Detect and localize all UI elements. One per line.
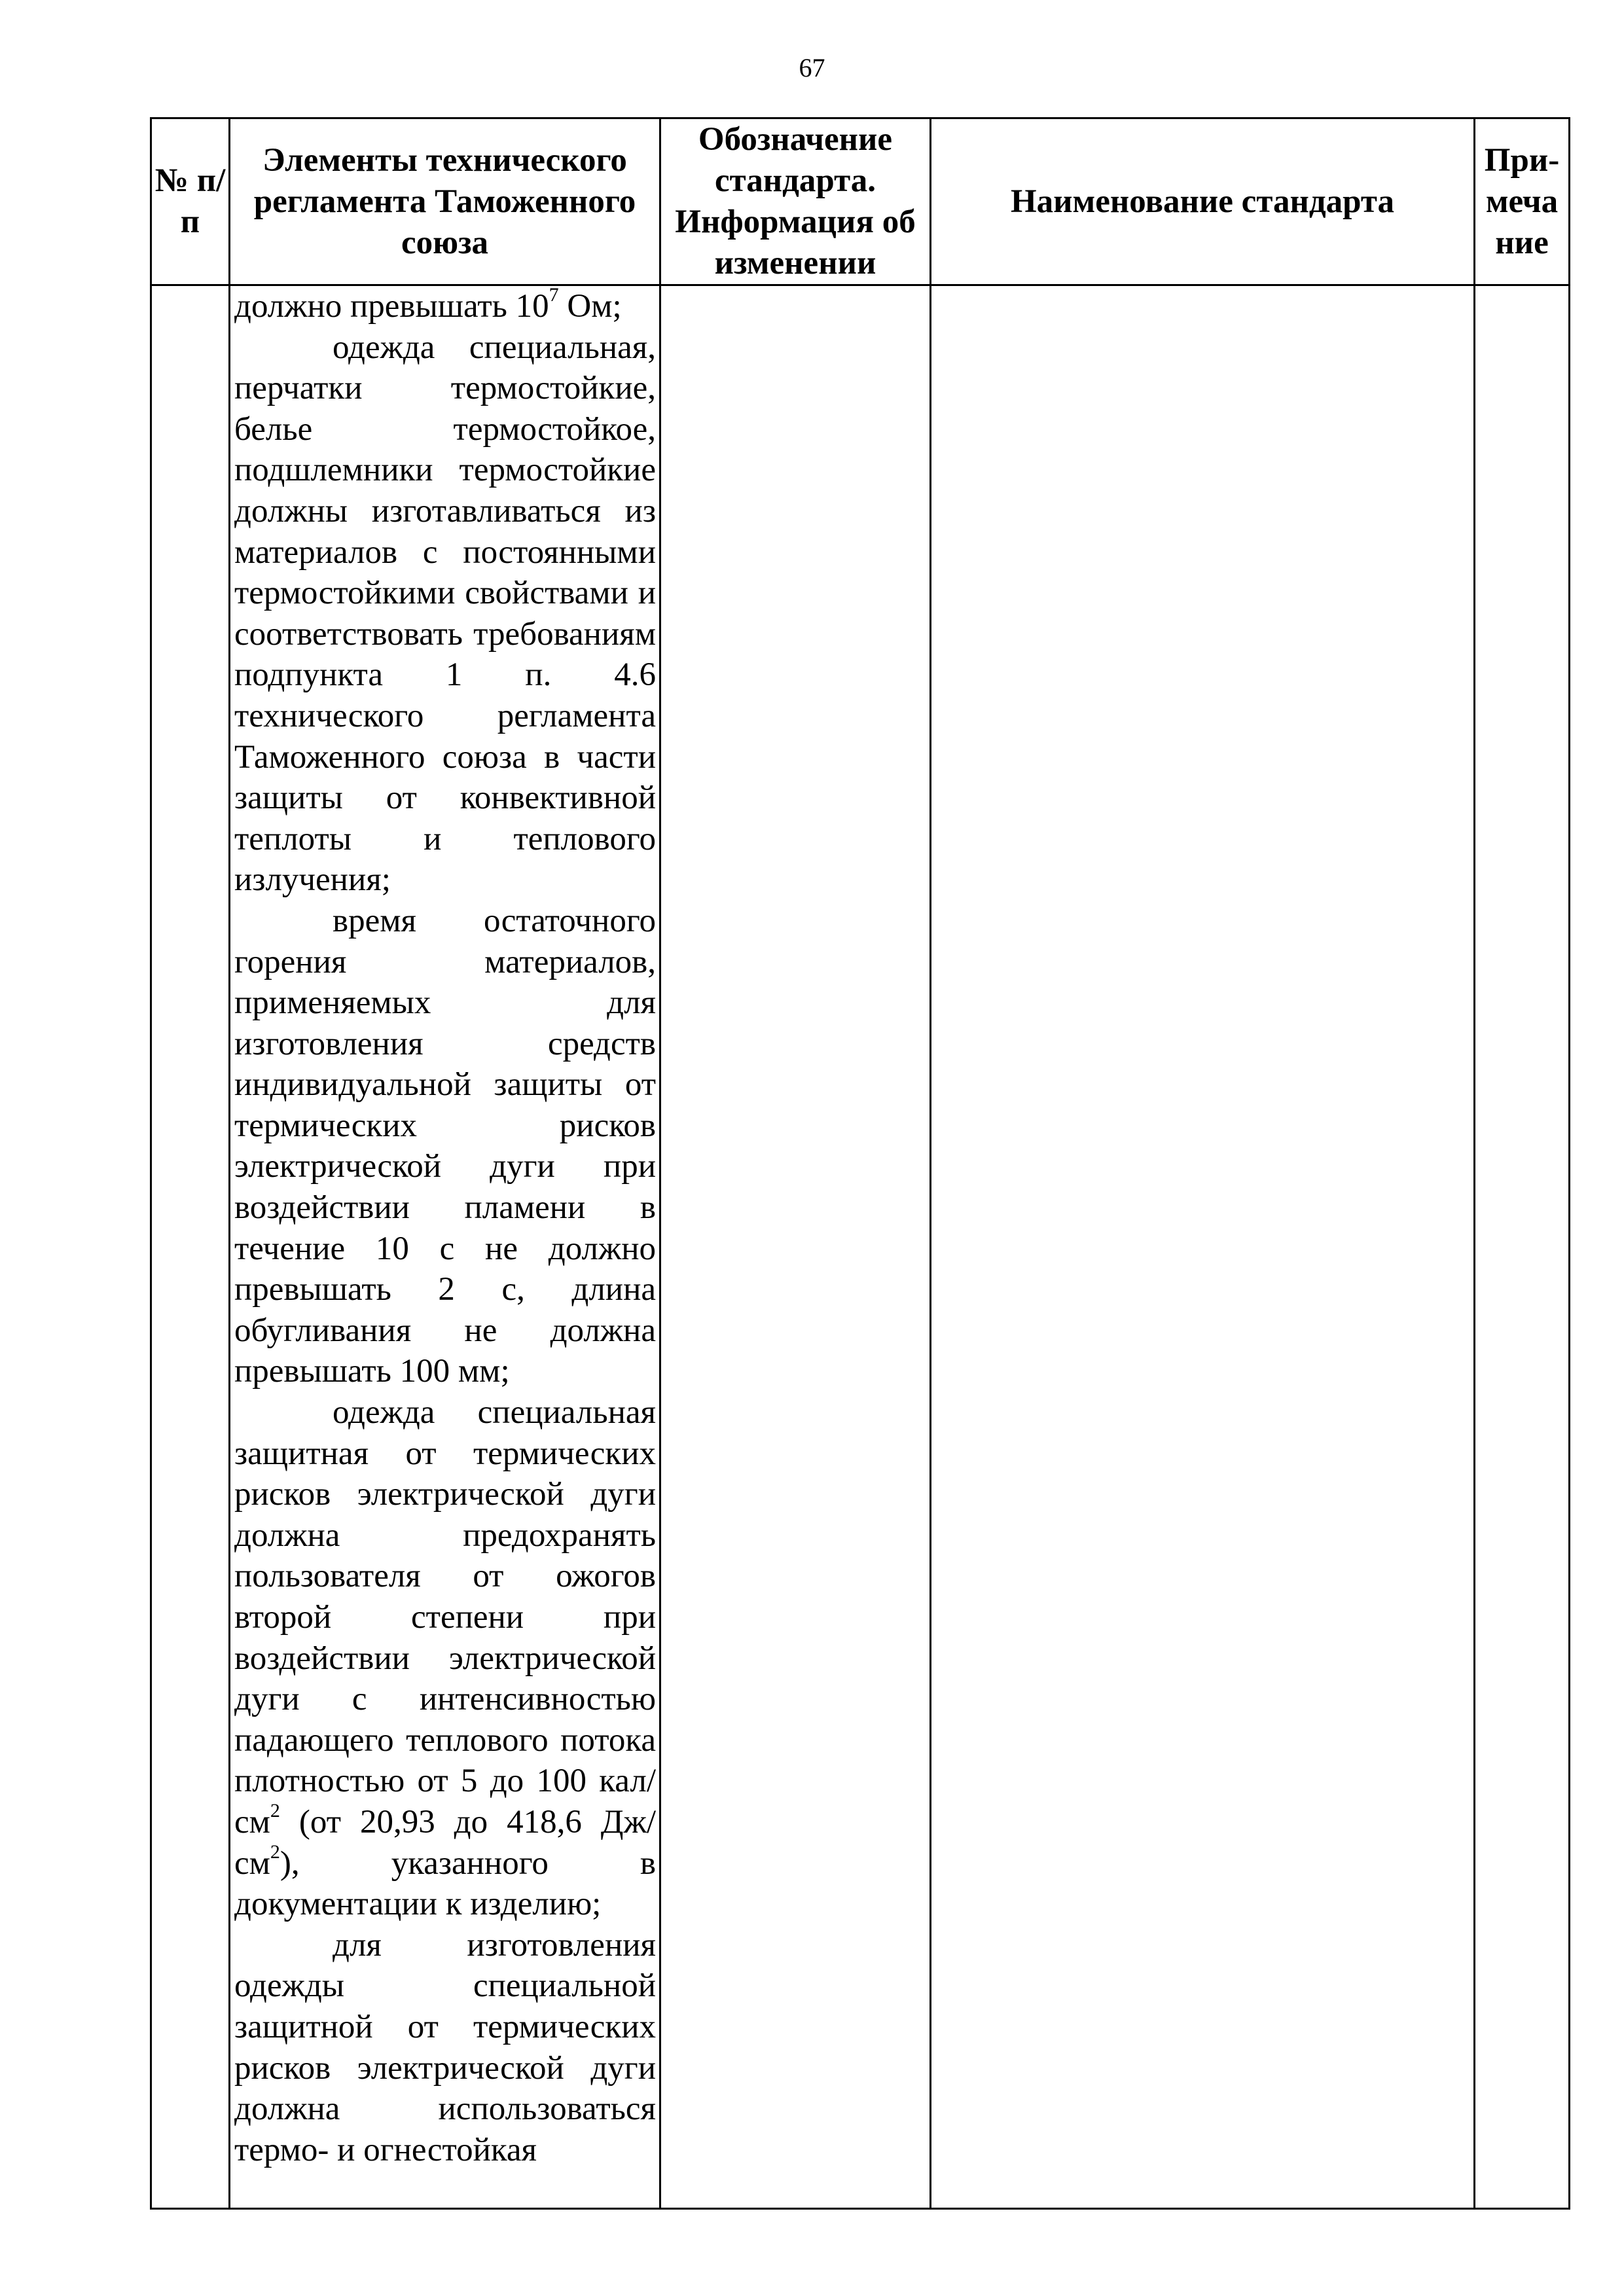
header-elements: Элементы технического регламента Таможенного союза bbox=[230, 118, 660, 285]
cell-elements bbox=[230, 285, 660, 2209]
elements-paragraph-3: время остаточного горения материалов, применяемых для изготовления средств индивидуальной защиты от термических рисков электрической дуги при воздействии пламени в течение 10 с не должно превышать 2 с, длина обугливания не должна превышать 100 мм; bbox=[234, 902, 656, 1390]
cell-num bbox=[151, 285, 230, 2209]
table-row bbox=[151, 285, 1570, 2209]
elements-paragraph-5: для изготовления одежды специальной защитной от термических рисков электрической дуги должна использоваться термо- и огнестойкая bbox=[234, 1926, 656, 2168]
page-number: 67 bbox=[799, 53, 825, 82]
header-num: № п/п bbox=[151, 118, 230, 285]
elements-paragraph-2: одежда специальная, перчатки термостойкие, белье термостойкое, подшлемники термостойкие должны изготавливаться из материалов с постоянными термостойкими свойствами и соответствовать требованиям подпункта 1 п. 4.6 технического регламента Таможенного союза в части защиты от конвективной теплоты и теплового излучения; bbox=[234, 329, 656, 899]
elements-paragraph-4: одежда специальная защитная от термических рисков электрической дуги должна предохранять пользователя от ожогов второй степени при воздействии электрической дуги с интенсивностью падающего теплового потока плотностью от 5 до 100 кал/$см^2$ (от 20,93 до 418,6 $Дж/см^2$), указанного в документации к изделию; bbox=[234, 1394, 656, 1923]
table-header-row bbox=[151, 118, 1570, 285]
elements-paragraph-1: должно превышать $10^7$ Ом; bbox=[234, 284, 622, 325]
standards-table bbox=[150, 117, 1570, 2210]
header-note: При-меча ние bbox=[1475, 118, 1570, 285]
cell-note bbox=[1475, 285, 1570, 2209]
header-designation: Обозначение стандарта. Информация об изменении bbox=[660, 118, 931, 285]
cell-designation bbox=[660, 285, 931, 2209]
header-name: Наименование стандарта bbox=[931, 118, 1475, 285]
cell-name bbox=[931, 285, 1475, 2209]
